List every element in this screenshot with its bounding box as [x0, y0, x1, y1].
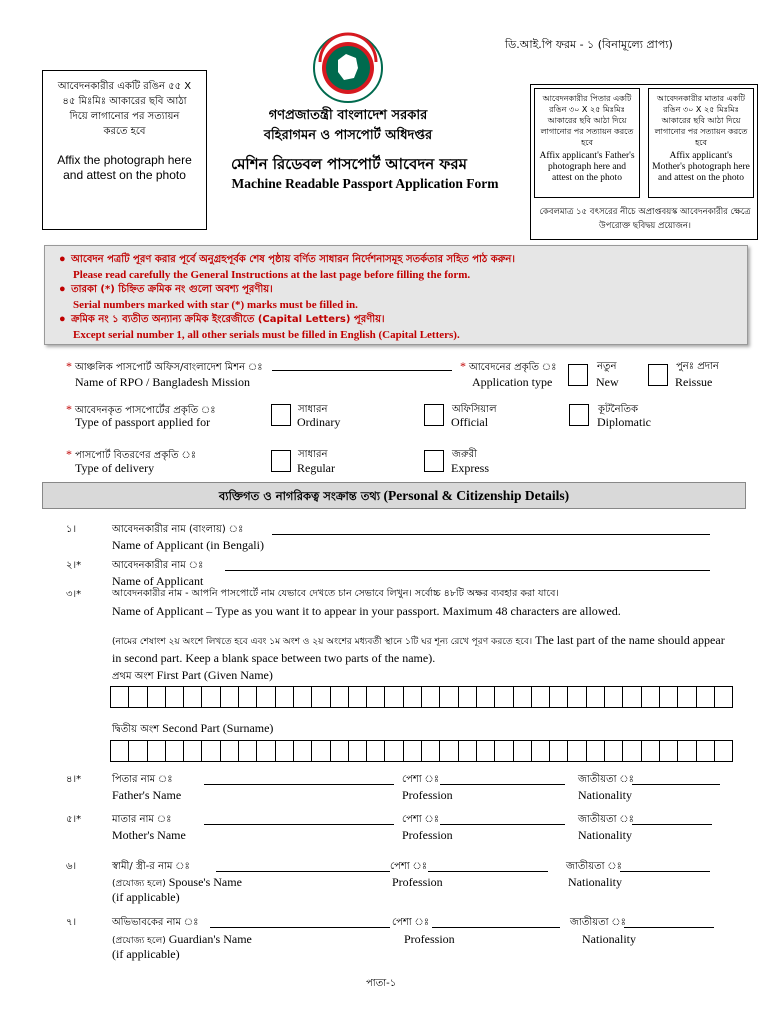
official-label-bn: অফিসিয়াল: [452, 404, 497, 415]
reissue-label-bn: পুনঃ প্রদান: [676, 361, 719, 372]
name-char-cell[interactable]: [312, 740, 330, 762]
field-2-label-bn: আবেদনকারীর নাম ঃ: [112, 560, 204, 571]
second-part-grid[interactable]: [110, 740, 733, 762]
spouse-nationality-label-bn: জাতীয়তা ঃ: [566, 861, 622, 872]
name-char-cell[interactable]: [697, 740, 715, 762]
first-part-grid[interactable]: [110, 686, 733, 708]
mother-name-input[interactable]: [204, 824, 394, 825]
father-profession-label-en: Profession: [402, 788, 453, 802]
guardian-profession-label-en: Profession: [404, 932, 455, 946]
guardian-name-input[interactable]: [210, 927, 390, 928]
name-char-cell[interactable]: [239, 740, 257, 762]
app-type-label: * আবেদনের প্রকৃতি ঃ: [460, 359, 557, 373]
mother-nationality-input[interactable]: [632, 824, 712, 825]
department-name: বহিরাগমন ও পাসপোর্ট অধিদপ্তর: [263, 128, 433, 143]
field-7-label-en2: (if applicable): [112, 947, 180, 961]
father-photo-bn: আবেদনকারীর পিতার একটি রঙিন ৩০ X ২৫ মিঃমিঃ আকারের ছবি আঠা দিয়ে লাগানোর পর সত্যায়ন করতে হবে: [540, 94, 634, 147]
name-char-cell[interactable]: [532, 686, 550, 708]
name-char-cell[interactable]: [349, 686, 367, 708]
name-char-cell[interactable]: [550, 686, 568, 708]
official-checkbox[interactable]: [424, 404, 444, 426]
name-char-cell[interactable]: [294, 686, 312, 708]
name-char-cell[interactable]: [678, 686, 696, 708]
field-7-number: ৭।: [66, 917, 77, 928]
spouse-name-input[interactable]: [216, 871, 390, 872]
name-char-cell[interactable]: [422, 740, 440, 762]
field-3-label-en: Name of Applicant – Type as you want it to appear in your passport. Maximum 48 characters are allowed.: [112, 604, 621, 618]
instructions-box: [44, 245, 748, 345]
instruction-3-en: Except serial number 1, all other serials must be filled in English (Capital Letters).: [73, 328, 460, 341]
field-2-number: ২।*: [66, 560, 82, 571]
reissue-checkbox[interactable]: [648, 364, 668, 386]
field-3-label-bn: আবেদনকারীর নাম - আপনি পাসপোর্টে নাম যেভাবে দেখতে চান সেভাবে লিখুন। সর্বোচ্চ ৪৮টি অক্ষর ব্যবহার করা যাবে।: [112, 588, 559, 599]
bengali-name-input[interactable]: [272, 534, 710, 535]
name-char-cell[interactable]: [166, 686, 184, 708]
name-char-cell[interactable]: [642, 740, 660, 762]
name-char-cell[interactable]: [129, 686, 147, 708]
name-char-cell[interactable]: [331, 686, 349, 708]
name-char-cell[interactable]: [202, 740, 220, 762]
name-char-cell[interactable]: [294, 740, 312, 762]
name-char-cell[interactable]: [550, 740, 568, 762]
field-4-number: ৪।*: [66, 774, 82, 785]
express-label-en: Express: [451, 461, 489, 475]
name-char-cell[interactable]: [715, 686, 733, 708]
father-nationality-label-bn: জাতীয়তা ঃ: [578, 774, 634, 785]
regular-checkbox[interactable]: [271, 450, 291, 472]
diplomatic-checkbox[interactable]: [569, 404, 589, 426]
app-type-label-en: Application type: [472, 375, 553, 389]
field-6-label-en2: (if applicable): [112, 890, 180, 904]
delivery-label: * পাসপোর্ট বিতরণের প্রকৃতি ঃ: [66, 447, 197, 461]
name-char-cell[interactable]: [660, 740, 678, 762]
name-char-cell[interactable]: [148, 686, 166, 708]
name-char-cell[interactable]: [331, 740, 349, 762]
instruction-2: ● তারকা (*) চিহ্নিত ক্রমিক নং গুলো অবশ্য পূরণীয়।: [59, 283, 273, 295]
second-part-label: দ্বিতীয় অংশ Second Part (Surname): [112, 721, 274, 735]
mother-nationality-label-en: Nationality: [578, 828, 632, 842]
regular-label-bn: সাধারন: [298, 449, 328, 460]
father-nationality-input[interactable]: [632, 784, 720, 785]
name-char-cell[interactable]: [568, 740, 586, 762]
express-checkbox[interactable]: [424, 450, 444, 472]
father-profession-label-bn: পেশা ঃ: [402, 774, 440, 785]
field-1-label-en: Name of Applicant (in Bengali): [112, 538, 264, 552]
field-6-label-bn: স্বামী/ স্ত্রী-র নাম ঃ: [112, 861, 190, 872]
field-4-label-bn: পিতার নাম ঃ: [112, 774, 173, 785]
new-checkbox[interactable]: [568, 364, 588, 386]
spouse-profession-input[interactable]: [428, 871, 548, 872]
name-char-cell[interactable]: [477, 740, 495, 762]
reissue-label-en: Reissue: [675, 375, 713, 389]
spouse-profession-label-en: Profession: [392, 875, 443, 889]
field-2-label-en: Name of Applicant: [112, 574, 204, 588]
field-7-label-bn: অভিভাবকের নাম ঃ: [112, 917, 199, 928]
field-4-label-en: Father's Name: [112, 788, 182, 802]
name-char-cell[interactable]: [715, 740, 733, 762]
name-char-cell[interactable]: [440, 686, 458, 708]
father-name-input[interactable]: [204, 784, 394, 785]
minor-photo-note: কেবলমাত্র ১৫ বৎসরের নীচে অপ্রাপ্তবয়স্ক আবেদনকারীর ক্ষেত্রে উপরোক্ত ছবিদ্বয় প্রয়োজন।: [539, 207, 751, 231]
ordinary-label-en: Ordinary: [297, 415, 341, 429]
name-char-cell[interactable]: [221, 740, 239, 762]
name-char-cell[interactable]: [257, 740, 275, 762]
name-char-cell[interactable]: [605, 686, 623, 708]
applicant-photo-box[interactable]: [42, 70, 207, 230]
field-5-label-en: Mother's Name: [112, 828, 186, 842]
name-char-cell[interactable]: [568, 686, 586, 708]
instruction-2-en: Serial numbers marked with star (*) marks must be filled in.: [73, 298, 358, 311]
applicant-name-input[interactable]: [225, 570, 710, 571]
mother-photo-bn: আবেদনকারীর মাতার একটি রঙিন ৩০ X ২৫ মিঃমিঃ আকারের ছবি আঠা দিয়ে লাগানোর পর সত্যায়ন করতে হবে: [654, 94, 748, 147]
father-profession-input[interactable]: [440, 784, 565, 785]
name-char-cell[interactable]: [129, 740, 147, 762]
name-char-cell[interactable]: [276, 740, 294, 762]
name-char-cell[interactable]: [642, 686, 660, 708]
name-char-cell[interactable]: [385, 686, 403, 708]
name-char-cell[interactable]: [514, 740, 532, 762]
name-char-cell[interactable]: [221, 686, 239, 708]
photo-instruction-en: Affix the photograph here and attest on the photo: [57, 153, 192, 182]
express-label-bn: জরুরী: [452, 449, 477, 460]
guardian-profession-input[interactable]: [432, 927, 560, 928]
rpo-input[interactable]: [272, 370, 452, 371]
name-char-cell[interactable]: [367, 740, 385, 762]
name-char-cell[interactable]: [587, 740, 605, 762]
section-header: [42, 482, 746, 509]
father-photo-box[interactable]: [534, 88, 640, 198]
first-part-label: প্রথম অংশ First Part (Given Name): [112, 668, 273, 682]
father-nationality-label-en: Nationality: [578, 788, 632, 802]
name-char-cell[interactable]: [276, 686, 294, 708]
new-label-en: New: [596, 375, 619, 389]
name-char-cell[interactable]: [257, 686, 275, 708]
page-number: পাতা-১: [366, 978, 397, 989]
name-char-cell[interactable]: [111, 686, 129, 708]
name-char-cell[interactable]: [623, 740, 641, 762]
spouse-profession-label-bn: পেশা ঃ: [390, 861, 428, 872]
name-char-cell[interactable]: [532, 740, 550, 762]
diplomatic-label-bn: কূটনৈতিক: [598, 404, 638, 415]
spouse-nationality-label-en: Nationality: [568, 875, 622, 889]
guardian-nationality-label-bn: জাতীয়তা ঃ: [570, 917, 626, 928]
rpo-label: * আঞ্চলিক পাসপোর্ট অফিস/বাংলাদেশ মিশন ঃ: [66, 359, 263, 373]
name-char-cell[interactable]: [440, 740, 458, 762]
instruction-1: ● আবেদন পত্রটি পূরণ করার পূর্বে অনুগ্রহপূর্বক শেষ পৃষ্ঠায় বর্ণিত সাধারন নির্দেশনাসমূহ সতর্কতার সহিত পাঠ করুন।: [59, 253, 515, 265]
name-char-cell[interactable]: [587, 686, 605, 708]
father-photo-en: Affix applicant's Father's photograph here and attest on the photo: [539, 151, 635, 183]
instruction-1-en: Please read carefully the General Instructions at the last page before filling the form.: [73, 268, 471, 281]
field-3-number: ৩।*: [66, 589, 82, 600]
diplomatic-label-en: Diplomatic: [597, 415, 651, 429]
form-title-bn: মেশিন রিডেবল পাসপোর্ট আবেদন ফরম: [231, 155, 467, 173]
new-label-bn: নতুন: [597, 361, 617, 372]
ordinary-checkbox[interactable]: [271, 404, 291, 426]
name-char-cell[interactable]: [312, 686, 330, 708]
form-title-en: Machine Readable Passport Application Form: [231, 176, 499, 191]
guardian-nationality-label-en: Nationality: [582, 932, 636, 946]
name-char-cell[interactable]: [495, 740, 513, 762]
name-char-cell[interactable]: [367, 686, 385, 708]
name-char-cell[interactable]: [422, 686, 440, 708]
name-char-cell[interactable]: [111, 740, 129, 762]
guardian-profession-label-bn: পেশা ঃ: [392, 917, 430, 928]
name-char-cell[interactable]: [148, 740, 166, 762]
government-name: গণপ্রজাতন্ত্রী বাংলাদেশ সরকার: [268, 108, 428, 123]
regular-label-en: Regular: [297, 461, 335, 475]
field-6-label-en: (প্রযোজ্য হলে) Spouse's Name: [112, 875, 242, 889]
name-char-cell[interactable]: [495, 686, 513, 708]
mother-nationality-label-bn: জাতীয়তা ঃ: [578, 814, 634, 825]
mother-photo-box[interactable]: [648, 88, 754, 198]
delivery-label-en: Type of delivery: [75, 461, 155, 475]
name-char-cell[interactable]: [623, 686, 641, 708]
passport-type-label: * আবেদনকৃত পাসপোর্টের প্রকৃতি ঃ: [66, 402, 216, 416]
field-6-number: ৬।: [66, 861, 77, 872]
spouse-nationality-input[interactable]: [620, 871, 710, 872]
mother-profession-input[interactable]: [440, 824, 565, 825]
mother-profession-label-bn: পেশা ঃ: [402, 814, 440, 825]
form-code: ডি.আই.পি ফরম - ১ (বিনামূল্যে প্রাপ্য): [505, 38, 673, 51]
instruction-3: ● ক্রমিক নং ১ ব্যতীত অন্যান্য ক্রমিক ইংরেজীতে (Capital Letters) পূরণীয়।: [59, 313, 385, 325]
rpo-label-en: Name of RPO / Bangladesh Mission: [75, 375, 250, 389]
photo-instruction-bn: আবেদনকারীর একটি রঙিন ৫৫ X ৪৫ মিঃমিঃ আকারের ছবি আঠা দিয়ে লাগানোর পর সত্যায়ন করতে হবে: [57, 81, 192, 137]
section-title-en: (Personal & Citizenship Details): [383, 488, 570, 503]
name-char-cell[interactable]: [404, 740, 422, 762]
ordinary-label-bn: সাধারন: [298, 404, 328, 415]
name-char-cell[interactable]: [385, 740, 403, 762]
field-5-number: ৫।*: [66, 814, 82, 825]
name-char-cell[interactable]: [605, 740, 623, 762]
government-seal-logo: [312, 32, 384, 104]
field-7-label-en: (প্রযোজ্য হলে) Guardian's Name: [112, 932, 252, 946]
name-char-cell[interactable]: [184, 686, 202, 708]
name-char-cell[interactable]: [477, 686, 495, 708]
field-3-note: (নামের শেষাংশ ২য় অংশে লিখতে হবে এবং ১ম অংশ ও ২য় অংশের মধ্যবর্তী স্থানে ১টি ঘর শূন্য রেখে পূরণ করতে হবে। The last part of the name should appear in second part. Keep a blank space between two parts of the name).: [112, 633, 725, 665]
name-char-cell[interactable]: [678, 740, 696, 762]
name-char-cell[interactable]: [349, 740, 367, 762]
field-5-label-bn: মাতার নাম ঃ: [112, 814, 172, 825]
guardian-nationality-input[interactable]: [624, 927, 714, 928]
name-char-cell[interactable]: [459, 740, 477, 762]
section-title-bn: ব্যক্তিগত ও নাগরিকত্ব সংক্রান্ত তথ্য: [218, 489, 381, 503]
name-char-cell[interactable]: [184, 740, 202, 762]
name-char-cell[interactable]: [459, 686, 477, 708]
name-char-cell[interactable]: [202, 686, 220, 708]
parent-photos-box: [530, 84, 758, 240]
name-char-cell[interactable]: [166, 740, 184, 762]
mother-photo-en: Affix applicant's Mother's photograph here and attest on the photo: [652, 151, 750, 183]
name-char-cell[interactable]: [514, 686, 532, 708]
field-1-number: ১।: [66, 524, 77, 535]
official-label-en: Official: [451, 415, 489, 429]
mother-profession-label-en: Profession: [402, 828, 453, 842]
name-char-cell[interactable]: [697, 686, 715, 708]
name-char-cell[interactable]: [239, 686, 257, 708]
name-char-cell[interactable]: [660, 686, 678, 708]
name-char-cell[interactable]: [404, 686, 422, 708]
field-1-label-bn: আবেদনকারীর নাম (বাংলায়) ঃ: [112, 524, 244, 535]
passport-type-label-en: Type of passport applied for: [75, 415, 211, 429]
